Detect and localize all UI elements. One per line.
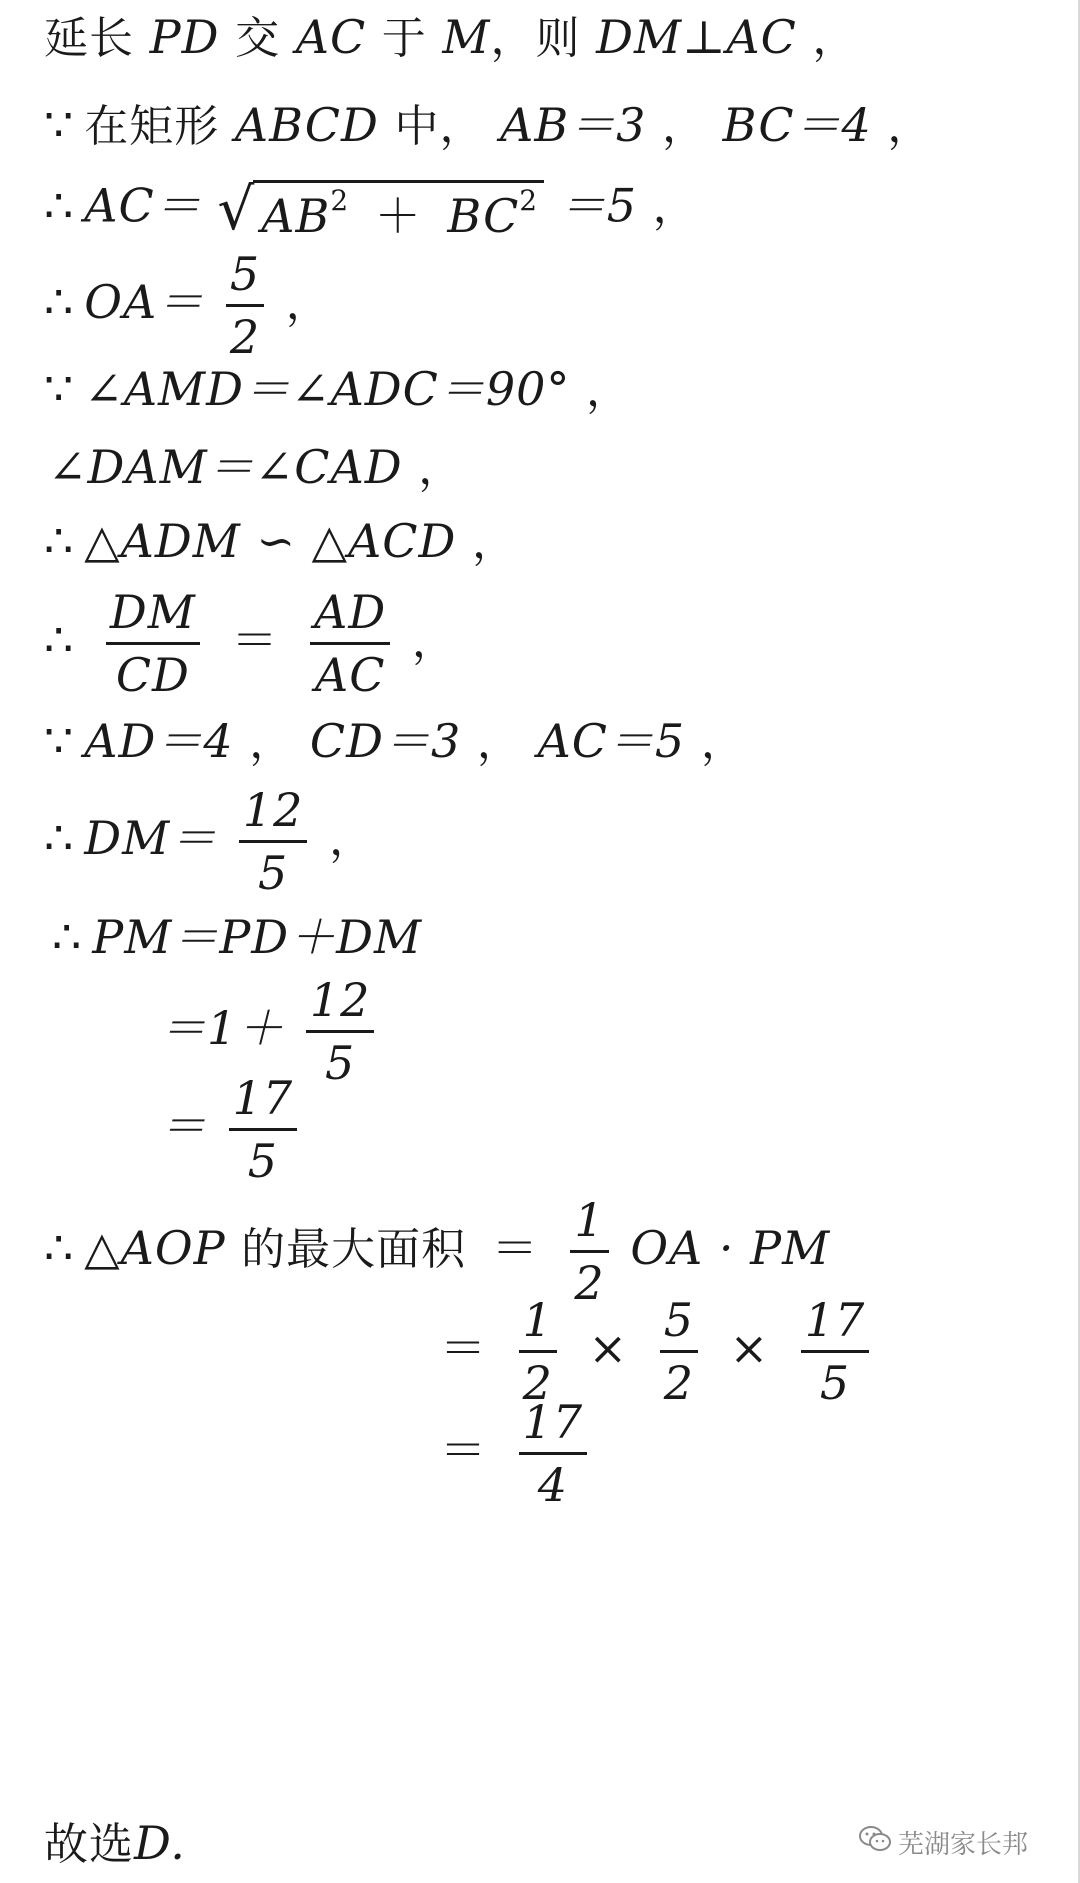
- solution-line-14: ∴ △AOP 的最大面积 ＝ $\frac{1}{2}$ OA · PM: [44, 1193, 831, 1311]
- watermark: 芜湖家长邦: [858, 1824, 1028, 1861]
- wechat-icon: [858, 1824, 892, 1861]
- square-root: √ $AB^2 + BC^2$: [217, 180, 544, 239]
- solution-line-9: ∵ AD＝4 ， CD＝3 ， AC＝5 ，: [44, 714, 746, 768]
- solution-line-1: 延长 PD 交 AC 于 M，则 DM⊥AC ，: [44, 10, 858, 64]
- fraction: $\frac{17}{5}$: [801, 1296, 870, 1408]
- fraction: $\frac{1}{2}$: [570, 1196, 608, 1308]
- fraction: $\frac{12}{5}$: [306, 976, 375, 1088]
- fraction: $\frac{AD}{AC}$: [310, 588, 390, 700]
- solution-line-2: ∵ 在矩形 ABCD 中， AB＝3 ， BC＝4 ，: [44, 98, 933, 152]
- solution-line-10: ∴ DM＝ $\frac{12}{5}$ ，: [44, 783, 375, 901]
- solution-line-5: ∵ ∠AMD＝∠ADC＝90° ，: [44, 362, 632, 416]
- solution-line-13: ＝ $\frac{17}{5}$: [160, 1074, 303, 1186]
- solution-line-17: 故选D.: [44, 1816, 186, 1870]
- fraction: $\frac{5}{2}$: [660, 1296, 698, 1408]
- fraction: $\frac{12}{5}$: [239, 786, 308, 898]
- solution-line-8: ∴ $\frac{DM}{CD}$ ＝ $\frac{AD}{AC}$ ，: [44, 585, 457, 703]
- fraction: $\frac{DM}{CD}$: [106, 588, 200, 700]
- fraction: $\frac{5}{2}$: [226, 250, 264, 362]
- fraction: $\frac{17}{4}$: [519, 1398, 588, 1510]
- solution-line-3: ∴ AC＝ √ $AB^2 + BC^2$ ＝5 ，: [44, 175, 698, 243]
- solution-line-16: ＝ $\frac{17}{4}$: [440, 1398, 593, 1510]
- solution-line-12: ＝1＋ $\frac{12}{5}$: [160, 976, 380, 1088]
- fraction: $\frac{17}{5}$: [229, 1074, 298, 1186]
- fraction: $\frac{1}{2}$: [519, 1296, 557, 1408]
- solution-line-7: ∴ △ADM ∽ △ACD ，: [44, 514, 517, 568]
- solution-line-15: ＝ $\frac{1}{2}$ × $\frac{5}{2}$ × $\frac{17}{5}$: [440, 1296, 875, 1408]
- solution-line-11: ∴ PM＝PD＋DM: [52, 910, 423, 964]
- solution-line-6: ∠DAM＝∠CAD ，: [48, 440, 464, 494]
- solution-line-4: ∴ OA＝ $\frac{5}{2}$ ，: [44, 247, 331, 365]
